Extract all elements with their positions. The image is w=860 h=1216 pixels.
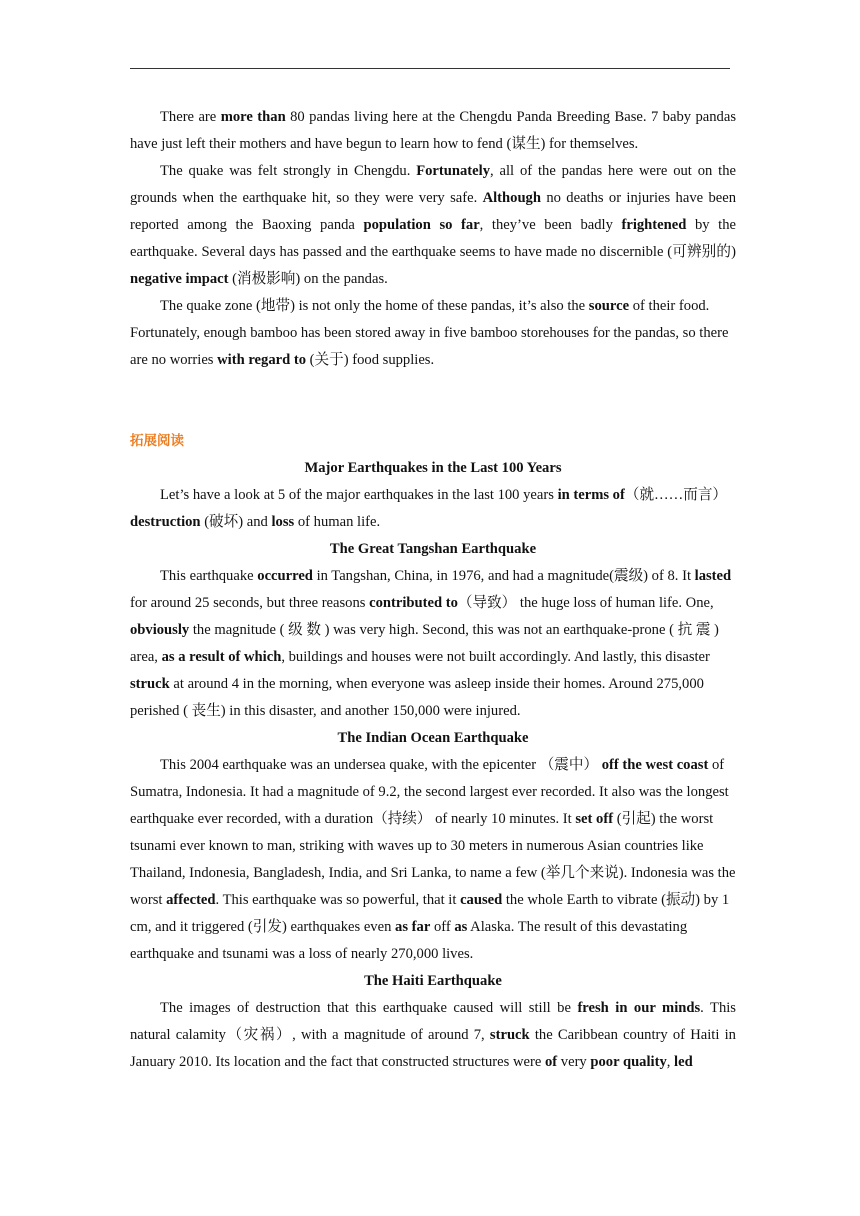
- bold-phrase: obviously: [130, 622, 190, 638]
- subsection-heading-indian-ocean: The Indian Ocean Earthquake: [337, 730, 529, 746]
- text-run: . This natural calamity（灾祸）, with a magnitude of around 7,: [130, 1000, 736, 1043]
- text-run: (引起) the worst tsunami ever known to man, striking with waves up to 30 meters in numerous Asian countries like Thailand, Indonesia, Bangladesh, India, and Sri Lanka, to name a few (举几个来说). Indonesia was the worst: [130, 811, 736, 908]
- text-run: This 2004 earthquake was an undersea quake, with the epicenter （震中）: [160, 757, 602, 773]
- bold-phrase: of: [544, 1054, 558, 1070]
- bold-phrase: in terms of: [557, 487, 625, 503]
- bold-phrase: loss: [271, 514, 295, 530]
- text-run: of their food. Fortunately, enough bamboo has been stored away in five bamboo storehouses for the pandas, so there are no worries: [130, 298, 729, 368]
- text-run: in Tangshan, China, in 1976, and had a magnitude(震级) of 8. It: [312, 568, 695, 584]
- bold-phrase: fresh in our minds: [577, 1000, 701, 1016]
- bold-phrase: with regard to: [217, 352, 307, 368]
- bold-phrase: as: [454, 919, 468, 935]
- text-run: of human life.: [294, 514, 381, 530]
- text-run: （就……而言）: [624, 487, 728, 503]
- text-run: at around 4 in the morning, when everyone was asleep inside their homes. Around 275,000 perished ( 丧生) in this disaster, and another 150,000 were injured.: [130, 676, 704, 719]
- text-run: the Caribbean country of Haiti in January 2010. Its location and the fact that constructed structures were: [130, 1027, 736, 1070]
- bold-phrase: contributed to: [369, 595, 458, 611]
- paragraph-pandas-count: [130, 104, 736, 158]
- text-run: (消极影响) on the pandas.: [228, 271, 388, 287]
- subsection-body-haiti: [130, 995, 736, 1076]
- subsection-heading-tangshan: The Great Tangshan Earthquake: [329, 541, 537, 557]
- article-title: Major Earthquakes in the Last 100 Years: [304, 460, 562, 476]
- header-rule: [130, 68, 730, 69]
- bold-phrase: occurred: [257, 568, 313, 584]
- bold-phrase: source: [588, 298, 630, 314]
- text-run: , all of the pandas here were out on the grounds when the earthquake hit, so they were very safe.: [130, 163, 736, 206]
- text-run: （导致） the huge loss of human life. One,: [457, 595, 714, 611]
- bold-phrase: frightened: [621, 217, 687, 233]
- text-run: . This earthquake was so powerful, that it: [215, 892, 461, 908]
- bold-phrase: struck: [130, 676, 170, 692]
- text-run: for around 25 seconds, but three reasons: [130, 595, 370, 611]
- bold-phrase: Fortunately: [416, 163, 490, 179]
- text-run: Alaska. The result of this devastating earthquake and tsunami was a loss of nearly 270,000 lives.: [130, 919, 688, 962]
- bold-phrase: lasted: [694, 568, 732, 584]
- paragraph-quake-zone: [130, 293, 736, 374]
- bold-phrase: struck: [489, 1027, 530, 1043]
- text-run: , buildings and houses were not built accordingly. And lastly, this disaster: [281, 649, 710, 665]
- text-run: This earthquake: [160, 568, 258, 584]
- text-run: off: [430, 919, 455, 935]
- text-run: of Sumatra, Indonesia. It had a magnitude of 9.2, the second largest ever recorded. It also was the longest earthquake ever recorded, with a duration（持续） of nearly 10 minutes. It: [130, 757, 729, 827]
- section-gap: [130, 374, 736, 428]
- text-run: by the earthquake. Several days has passed and the earthquake seems to have made no discernible (可辨别的): [130, 217, 736, 260]
- bold-phrase: led: [674, 1054, 693, 1070]
- subsection-body-tangshan: [130, 563, 736, 725]
- bold-phrase: affected: [166, 892, 216, 908]
- bold-phrase: set off: [575, 811, 614, 827]
- document-body: [130, 104, 736, 1076]
- text-run: There are: [160, 109, 221, 125]
- bold-phrase: more than: [220, 109, 286, 125]
- text-run: very: [557, 1054, 591, 1070]
- article-intro: [130, 482, 736, 536]
- bold-phrase: poor quality: [590, 1054, 667, 1070]
- bold-phrase: off the west coast: [601, 757, 709, 773]
- text-run: no deaths or injuries have been reported among the Baoxing panda: [130, 190, 736, 233]
- text-run: (关于) food supplies.: [306, 352, 435, 368]
- section-label: 拓展阅读: [130, 433, 184, 449]
- bold-phrase: caused: [460, 892, 503, 908]
- text-run: The quake zone (地带) is not only the home of these pandas, it’s also the: [160, 298, 589, 314]
- text-run: the magnitude ( 级 数 ) was very high. Second, this was not an earthquake-prone ( 抗 震 ) area,: [130, 622, 719, 665]
- bold-phrase: as a result of which: [161, 649, 282, 665]
- text-run: Let’s have a look at 5 of the major earthquakes in the last 100 years: [160, 487, 558, 503]
- text-run: The images of destruction that this earthquake caused will still be: [160, 1000, 578, 1016]
- bold-phrase: as far: [395, 919, 431, 935]
- bold-phrase: population so far: [363, 217, 480, 233]
- text-run: The quake was felt strongly in Chengdu.: [160, 163, 417, 179]
- text-run: 80 pandas living here at the Chengdu Panda Breeding Base. 7 baby pandas have just left their mothers and have begun to learn how to fend (谋生) for themselves.: [130, 109, 737, 152]
- text-run: ,: [666, 1054, 675, 1070]
- text-run: (破坏) and: [200, 514, 272, 530]
- subsection-body-indian-ocean: [130, 752, 736, 968]
- paragraph-quake-felt: [130, 158, 736, 293]
- subsection-heading-haiti: The Haiti Earthquake: [364, 973, 502, 989]
- bold-phrase: Although: [482, 190, 541, 206]
- bold-phrase: destruction: [130, 514, 201, 530]
- text-run: , they’ve been badly: [479, 217, 622, 233]
- text-run: the whole Earth to vibrate (振动) by 1 cm, and it triggered (引发) earthquakes even: [130, 892, 730, 935]
- bold-phrase: negative impact: [130, 271, 229, 287]
